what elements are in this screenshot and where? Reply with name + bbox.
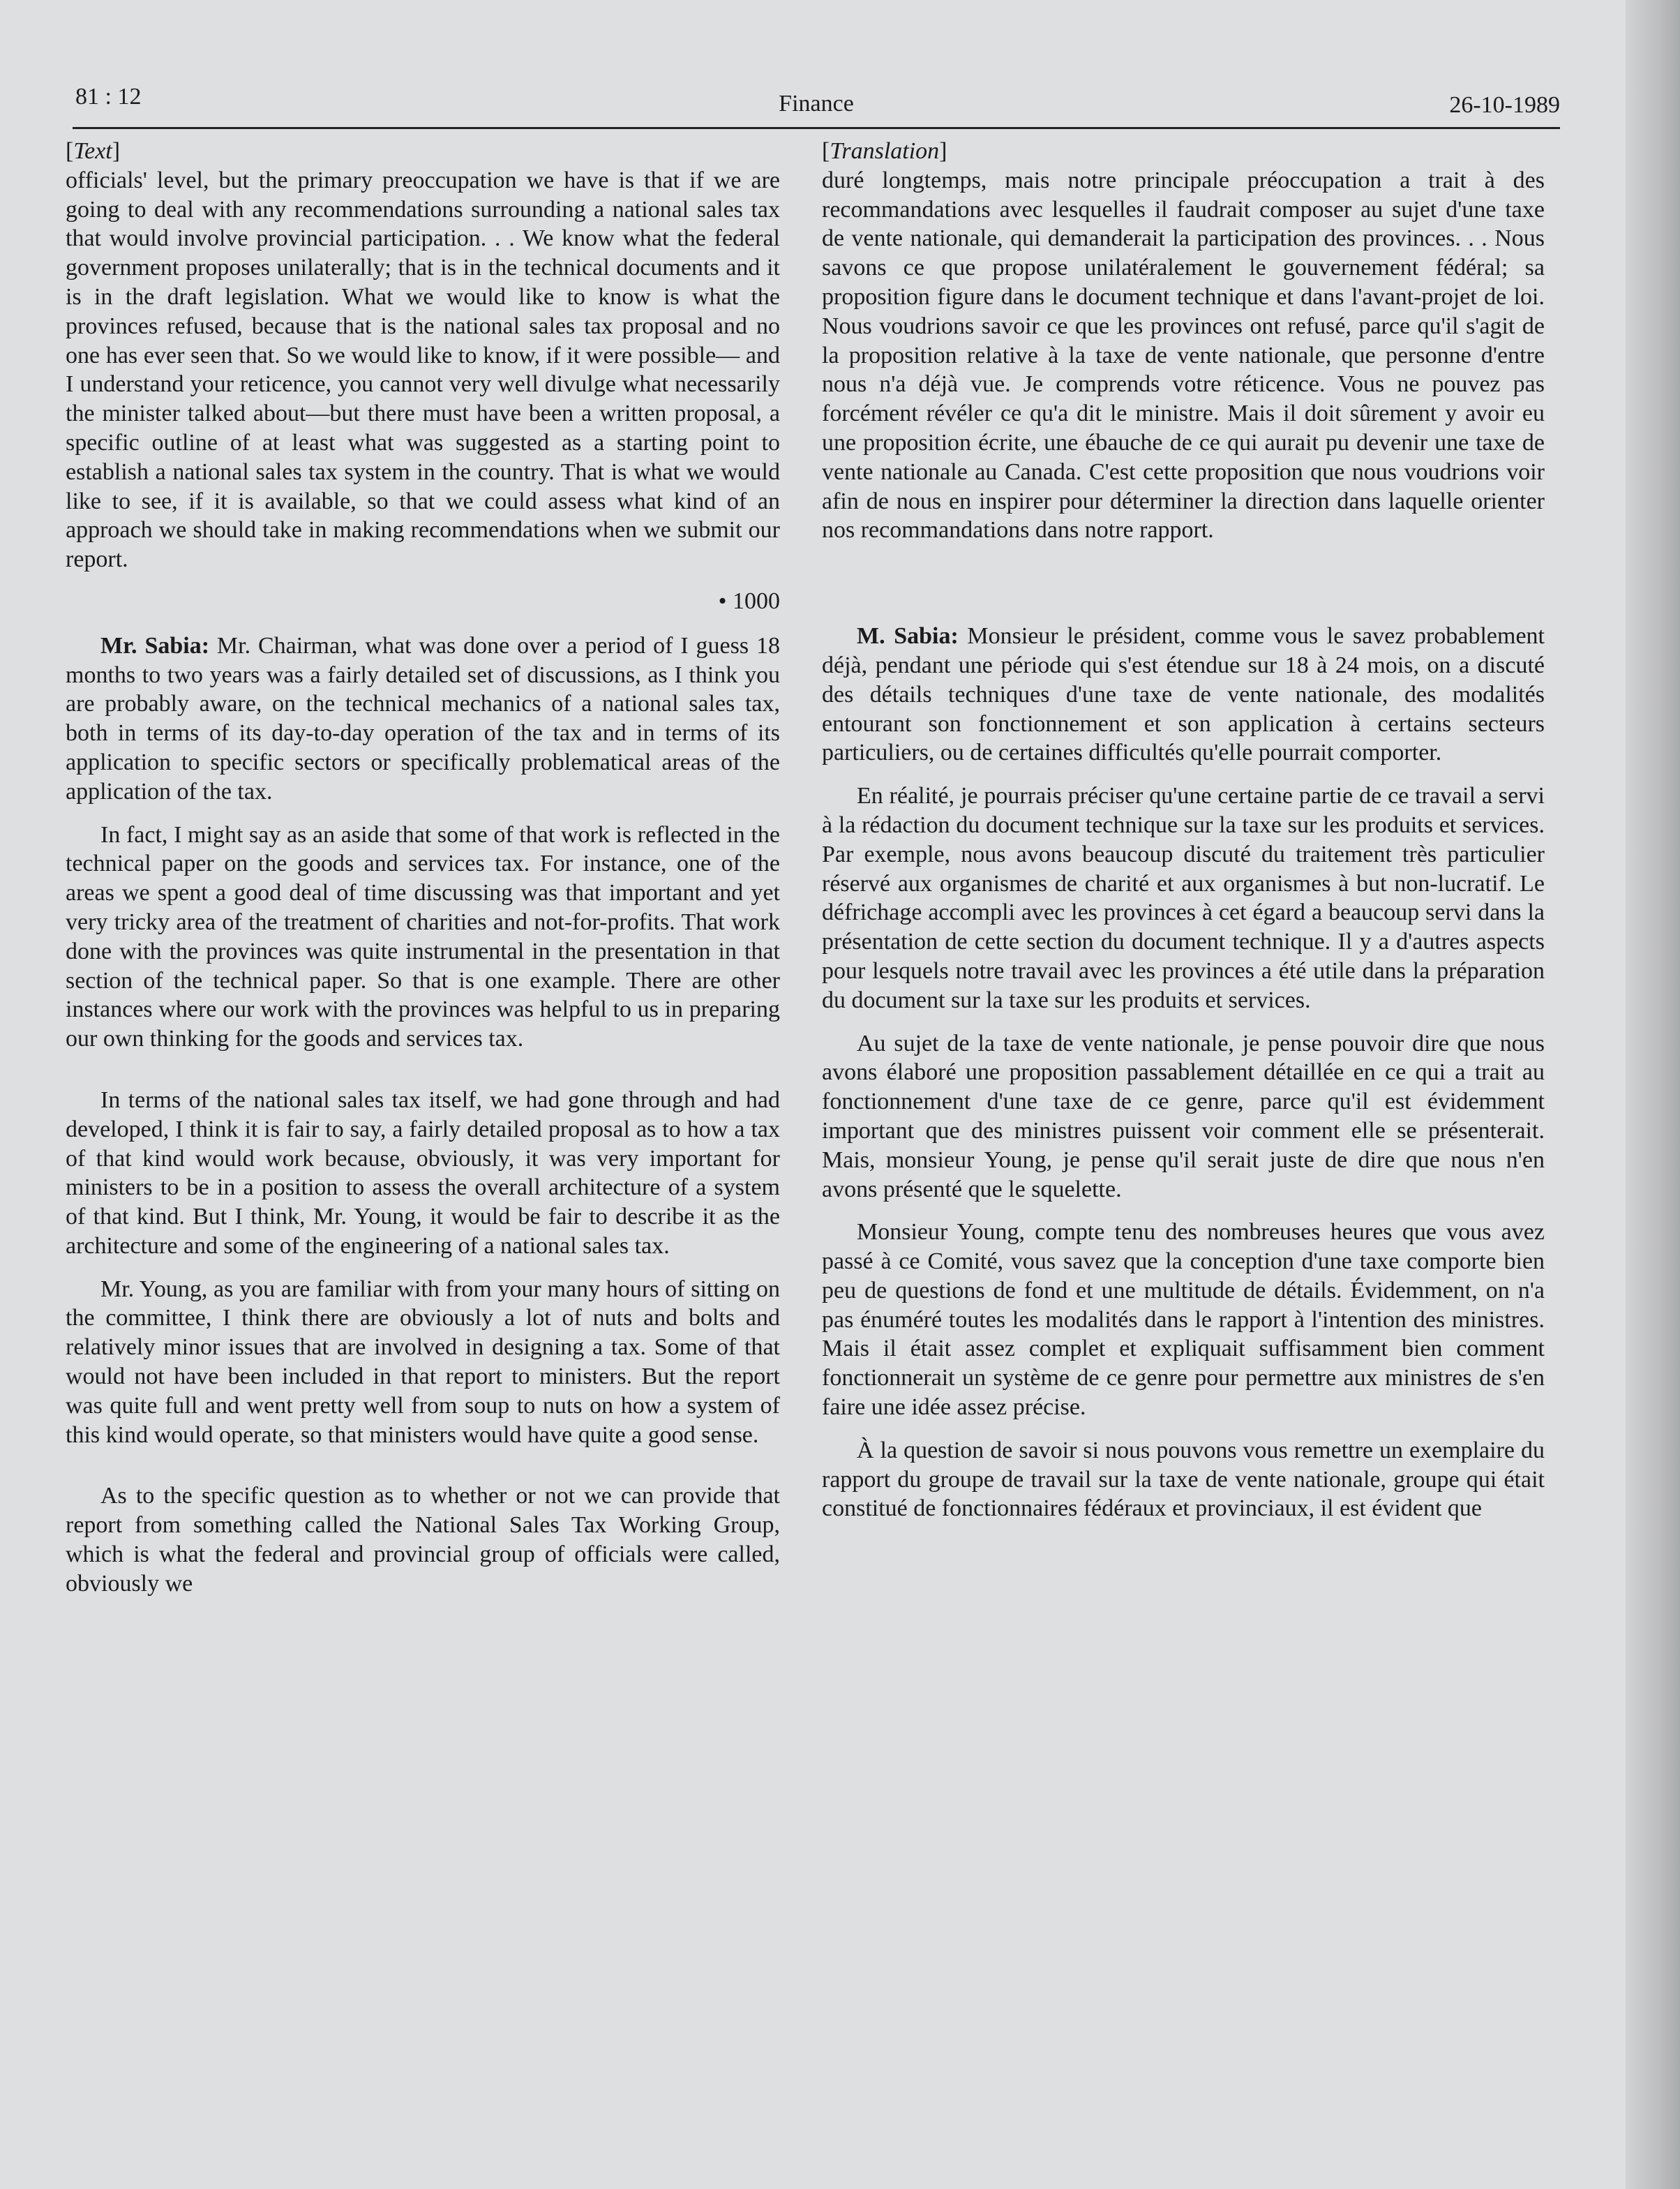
paragraph: In terms of the national sales tax itself, we had gone through and had developed, I think it is fair to say, a fairly detailed proposal as to how a tax of that kind would work because, obviously, it was very important for ministers to be in a position to assess the overall architecture of a system of that kind. But I think, Mr. Young, it would be fair to describe it as the architecture and some of the engineering of a national sales tax. [66, 1086, 780, 1259]
paragraph: duré longtemps, mais notre principale préoccupation a trait à des recommandations avec lesquelles il faudrait composer au sujet d'une taxe de vente nationale, qui demanderait la participation des provinces. . . Nous savons ce que propose unilatéralement le gouvernement fédéral; sa proposition figure dans le document technique et dans l'avant-projet de loi. Nous voudrions savoir ce que les provinces ont refusé, parce qu'il s'agit de la proposition relative à la taxe de vente nationale, que personne d'entre nous n'a déjà vue. Je comprends votre réticence. Vous ne pouvez pas forcément révéler ce qu'a dit le ministre. Mais il doit sûrement y avoir eu une proposition écrite, une ébauche de ce qui aurait pu devenir une taxe de vente nationale au Canada. C'est cette proposition que nous voudrions voir afin de nous en inspirer pour déterminer la direction dans laquelle orienter nos recommandations dans notre rapport. [822, 167, 1545, 544]
speaker-paragraph: Mr. Sabia: Mr. Chairman, what was done over a period of I guess 18 months to two years was a fairly detailed set of discussions, as I think you are probably aware, on the technical mechanics of a national sales tax, both in terms of its day-to-day operation of the tax and in terms of its application to specific sectors or specifically problematical areas of the application of the tax. [66, 632, 780, 805]
running-title: Finance [779, 91, 854, 117]
language-label: [Text] [66, 138, 121, 164]
time-stamp: • 1000 [718, 588, 780, 614]
page-edge [1626, 0, 1680, 2189]
paragraph: Monsieur Young, compte tenu des nombreuses heures que vous avez passé à ce Comité, vous savez que la conception d'une taxe comporte bien peu de questions de fond et une multitude de détails. Évidemment, on n'a pas énuméré toutes les modalités dans le rapport à l'intention des ministres. Mais il était assez complet et expliquait suffisamment bien comment fonctionnerait un système de ce genre pour permettre aux ministres de s'en faire une idée assez précise. [822, 1219, 1545, 1421]
paragraph: Au sujet de la taxe de vente nationale, je pense pouvoir dire que nous avons élaboré une proposition passablement détaillée en ce qui a trait au fonctionnement d'une taxe de ce genre, parce qu'il est évidemment important que des ministres puissent voir comment elle se présenterait. Mais, monsieur Young, je pense qu'il serait juste de dire que nous n'en avons présenté que le squelette. [822, 1030, 1545, 1202]
speaker-name: Mr. Sabia: [100, 632, 210, 659]
paragraph: À la question de savoir si nous pouvons vous remettre un exemplaire du rapport du groupe de travail sur la taxe de vente nationale, groupe qui était constitué de fonctionnaires fédéraux et provinciaux, il est évident que [822, 1437, 1545, 1522]
page-header [73, 82, 1560, 131]
sitting-date: 26-10-1989 [1449, 92, 1560, 118]
speaker-name: M. Sabia: [857, 623, 959, 650]
header-rule [73, 127, 1560, 129]
page-number: 81 : 12 [75, 84, 142, 110]
language-label: [Translation] [822, 138, 947, 164]
paragraph: In fact, I might say as an aside that some of that work is reflected in the technical paper on the goods and services tax. For instance, one of the areas we spent a good deal of time discussing was that important and yet very tricky area of the treatment of charities and not-for-profits. That work done with the provinces was quite instrumental in the presentation in that section of the technical paper. So that is one example. There are other instances where our work with the provinces was helpful to us in preparing our own thinking for the goods and services tax. [66, 821, 780, 1052]
paragraph: officials' level, but the primary preoccupation we have is that if we are going to deal with any recommendations surrounding a national sales tax that would involve provincial participation. . . We know what the federal government proposes unilaterally; that is in the technical documents and it is in the draft legislation. What we would like to know is what the provinces refused, because that is the national sales tax proposal and no one has ever seen that. So we would like to know, if it were possible— and I understand your reticence, you cannot very well divulge what necessarily the minister talked about—but there must have been a written proposal, a specific outline of at least what was suggested as a starting point to establish a national sales tax system in the country. That is what we would like to see, if it is available, so that we could assess what kind of an approach we should take in making recommendations when we submit our report. [66, 167, 780, 573]
speaker-paragraph: M. Sabia: Monsieur le président, comme vous le savez probablement déjà, pendant une période qui s'est étendue sur 18 à 24 mois, on a discuté des détails techniques d'une taxe de vente nationale, des modalités entourant son fonctionnement et son application à certains secteurs particuliers, ou de certaines difficultés qu'elle pourrait comporter. [822, 623, 1545, 766]
paragraph: En réalité, je pourrais préciser qu'une certaine partie de ce travail a servi à la rédaction du document technique sur la taxe sur les produits et services. Par exemple, nous avons beaucoup discuté du traitement très particulier réservé aux organismes de charité et aux organismes à but non-lucratif. Le défrichage accompli avec les provinces à cet égard a beaucoup servi dans la présentation de cette section du document technique. Il y a d'autres aspects pour lesquels notre travail avec les provinces a été utile dans la préparation du document sur la taxe sur les produits et services. [822, 783, 1545, 1013]
paragraph: As to the specific question as to whether or not we can provide that report from something called the National Sales Tax Working Group, which is what the federal and provincial group of officials were called, obviously we [66, 1483, 780, 1597]
english-column [66, 137, 780, 1599]
paragraph: Mr. Young, as you are familiar with from your many hours of sitting on the committee, I think there are obviously a lot of nuts and bolts and relatively minor issues that are involved in designing a tax. Some of that would not have been included in that report to ministers. But the report was quite full and went pretty well from soup to nuts on how a system of this kind would operate, so that ministers would have quite a good sense. [66, 1276, 780, 1448]
french-column [822, 137, 1545, 1523]
